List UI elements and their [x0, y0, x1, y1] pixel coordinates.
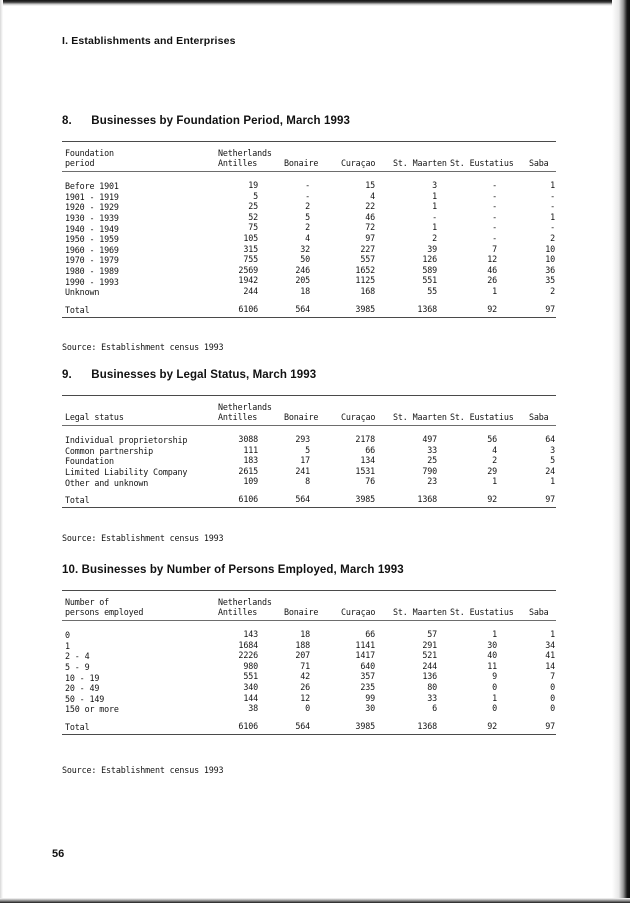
cell-curacao: 30: [365, 703, 375, 714]
cell-netherlands_antilles: 244: [243, 286, 258, 296]
total-cell-netherlands_antilles: 6106: [238, 494, 258, 504]
cell-st_eustatius: 0: [492, 703, 497, 714]
cell-st_maarten: 80: [427, 682, 437, 692]
row-label: 1940 - 1949: [65, 223, 119, 234]
cell-st_eustatius: 4: [492, 444, 497, 455]
table-rule-top: [62, 141, 556, 142]
cell-netherlands_antilles: 52: [248, 211, 258, 222]
cell-curacao: 4: [370, 190, 375, 201]
cell-netherlands_antilles: 105: [243, 233, 258, 243]
table-rule-bottom: [62, 507, 556, 508]
cell-bonaire: 32: [300, 243, 310, 254]
cell-saba: 2: [550, 286, 555, 296]
cell-curacao: 66: [365, 444, 375, 455]
table-title: [62, 369, 316, 381]
stub-header-line1: Foundation: [65, 148, 114, 158]
column-header-st_maarten: [393, 412, 447, 422]
cell-bonaire: 207: [295, 650, 310, 661]
column-header-netherlands_antilles: [218, 402, 272, 422]
cell-bonaire: 26: [300, 682, 310, 692]
cell-st_maarten: 551: [422, 275, 437, 286]
row-label: 1930 - 1939: [65, 212, 119, 223]
table-row: [62, 661, 556, 672]
scan-edge-bottom: [0, 898, 630, 903]
table-row: [62, 629, 556, 640]
cell-curacao: 72: [365, 222, 375, 233]
cell-bonaire: 293: [295, 434, 310, 444]
total-label: Total: [65, 304, 90, 315]
row-label: Individual proprietorship: [65, 435, 188, 446]
cell-curacao: 235: [360, 682, 375, 692]
cell-st_maarten: 3: [432, 180, 437, 190]
table-title-text: Businesses by Legal Status, March 1993: [91, 369, 317, 381]
total-label: Total: [65, 495, 90, 506]
cell-st_maarten: 136: [422, 671, 437, 682]
stub-header-line1: Legal status: [65, 412, 124, 422]
cell-curacao: 168: [360, 286, 375, 296]
cell-st_maarten: 126: [422, 254, 437, 265]
cell-curacao: 46: [365, 211, 375, 222]
table-row: [62, 180, 556, 191]
cell-st_eustatius: 1: [492, 286, 497, 296]
column-header-line1: Curaçao: [341, 412, 376, 422]
cell-netherlands_antilles: 19: [248, 180, 258, 190]
cell-st_maarten: 2: [432, 233, 437, 243]
cell-saba: 10: [545, 254, 555, 265]
cell-bonaire: -: [305, 180, 310, 190]
cell-st_maarten: 25: [427, 455, 437, 466]
cell-bonaire: 5: [305, 211, 310, 222]
cell-st_eustatius: 30: [487, 639, 497, 650]
cell-bonaire: 188: [295, 639, 310, 650]
stub-header: [65, 148, 114, 168]
cell-netherlands_antilles: 2615: [238, 465, 258, 476]
cell-st_maarten: 1: [432, 190, 437, 201]
cell-netherlands_antilles: 551: [243, 671, 258, 682]
total-cell-st_maarten: 1368: [417, 494, 437, 504]
column-header-line1: Saba: [529, 607, 549, 617]
row-label: 20 - 49: [65, 683, 100, 694]
cell-curacao: 1652: [355, 264, 375, 275]
table-rule-header: [62, 620, 556, 621]
column-header-line1: St. Maarten: [393, 607, 447, 617]
table-row: [62, 703, 556, 714]
table-row: [62, 265, 556, 276]
cell-saba: 1: [550, 476, 555, 487]
column-header-saba: [529, 607, 549, 617]
cell-curacao: 2178: [355, 434, 375, 444]
source-note: Source: Establishment census 1993: [62, 533, 224, 543]
cell-st_eustatius: 0: [492, 682, 497, 692]
table-row: [62, 650, 556, 661]
table-row: [62, 640, 556, 651]
total-cell-st_maarten: 1368: [417, 303, 437, 314]
cell-curacao: 640: [360, 660, 375, 671]
total-label: Total: [65, 721, 90, 732]
row-label: 5 - 9: [65, 661, 90, 672]
table-row: [62, 476, 556, 487]
cell-st_eustatius: 9: [492, 671, 497, 682]
table-title: [62, 564, 404, 576]
column-header-line1: Curaçao: [341, 158, 376, 168]
cell-bonaire: 4: [305, 233, 310, 243]
table-rule-header: [62, 171, 556, 172]
cell-st_maarten: 33: [427, 444, 437, 455]
cell-curacao: 66: [365, 629, 375, 639]
cell-st_maarten: -: [432, 211, 437, 222]
table-total-row: [62, 304, 556, 315]
row-label: 10 - 19: [65, 672, 100, 683]
cell-st_maarten: 790: [422, 465, 437, 476]
cell-st_eustatius: 1: [492, 476, 497, 487]
column-header-line1: Bonaire: [284, 158, 319, 168]
total-cell-saba: 97: [545, 720, 555, 731]
cell-netherlands_antilles: 755: [243, 254, 258, 265]
column-header-bonaire: [284, 412, 318, 422]
cell-st_eustatius: 46: [487, 264, 497, 275]
total-cell-saba: 97: [545, 494, 555, 504]
table-rule-bottom: [62, 734, 556, 735]
table-row: [62, 275, 556, 286]
table-rule-top: [62, 395, 556, 396]
cell-st_eustatius: -: [492, 233, 497, 243]
total-cell-netherlands_antilles: 6106: [238, 303, 258, 314]
scan-edge-right: [612, 0, 630, 903]
column-header-saba: [529, 412, 549, 422]
cell-curacao: 99: [365, 692, 375, 703]
cell-saba: 14: [545, 660, 555, 671]
row-label: 150 or more: [65, 704, 119, 715]
cell-bonaire: 8: [305, 476, 310, 487]
column-header-curacao: [341, 607, 375, 617]
row-label: 0: [65, 630, 70, 641]
table-number: 8.: [62, 115, 72, 127]
column-header-netherlands_antilles: [218, 597, 272, 617]
scan-edge-left: [0, 0, 3, 903]
cell-saba: 0: [550, 703, 555, 714]
column-header-bonaire: [284, 607, 318, 617]
cell-bonaire: 2: [305, 201, 310, 212]
cell-curacao: 1125: [355, 275, 375, 286]
scan-edge-top: [0, 0, 630, 6]
total-cell-st_eustatius: 92: [487, 303, 497, 314]
cell-saba: 36: [545, 264, 555, 275]
table-row: [62, 434, 556, 445]
cell-curacao: 1531: [355, 465, 375, 476]
cell-netherlands_antilles: 109: [243, 476, 258, 487]
cell-netherlands_antilles: 38: [248, 703, 258, 714]
cell-st_eustatius: 29: [487, 465, 497, 476]
total-cell-st_maarten: 1368: [417, 720, 437, 731]
table-row: [62, 201, 556, 212]
row-label: 50 - 149: [65, 693, 105, 704]
column-header-line1: St. Eustatius: [450, 607, 514, 617]
cell-netherlands_antilles: 111: [243, 444, 258, 455]
table-row: [62, 191, 556, 202]
total-cell-bonaire: 564: [295, 720, 310, 731]
cell-st_eustatius: 56: [487, 434, 497, 444]
cell-saba: -: [550, 201, 555, 212]
row-label: 2 - 4: [65, 651, 90, 662]
row-label: 1990 - 1993: [65, 276, 119, 287]
table-row: [62, 286, 556, 297]
cell-st_eustatius: 7: [492, 243, 497, 254]
cell-curacao: 227: [360, 243, 375, 254]
cell-bonaire: 71: [300, 660, 310, 671]
cell-st_eustatius: -: [492, 180, 497, 190]
cell-bonaire: 12: [300, 692, 310, 703]
stub-header: [65, 597, 143, 617]
row-label: 1980 - 1989: [65, 265, 119, 276]
column-header-line2: Antilles: [218, 412, 258, 422]
table-row: [62, 212, 556, 223]
cell-netherlands_antilles: 183: [243, 455, 258, 466]
column-header-line1: Curaçao: [341, 607, 376, 617]
cell-netherlands_antilles: 5: [253, 190, 258, 201]
cell-bonaire: 18: [300, 629, 310, 639]
cell-st_eustatius: 40: [487, 650, 497, 661]
cell-curacao: 557: [360, 254, 375, 265]
cell-curacao: 76: [365, 476, 375, 487]
column-header-line1: Netherlands: [218, 402, 272, 412]
cell-netherlands_antilles: 2569: [238, 264, 258, 275]
column-header-line1: Saba: [529, 158, 549, 168]
table-rule-bottom: [62, 317, 556, 318]
table-row: [62, 445, 556, 456]
table-number: 9.: [62, 369, 72, 381]
cell-st_maarten: 589: [422, 264, 437, 275]
cell-bonaire: 205: [295, 275, 310, 286]
cell-netherlands_antilles: 75: [248, 222, 258, 233]
cell-netherlands_antilles: 143: [243, 629, 258, 639]
cell-st_eustatius: -: [492, 211, 497, 222]
source-note: Source: Establishment census 1993: [62, 342, 224, 352]
cell-curacao: 1417: [355, 650, 375, 661]
column-header-line1: St. Eustatius: [450, 158, 514, 168]
cell-bonaire: 18: [300, 286, 310, 296]
total-cell-bonaire: 564: [295, 303, 310, 314]
total-cell-st_eustatius: 92: [487, 494, 497, 504]
cell-saba: 24: [545, 465, 555, 476]
cell-saba: 64: [545, 434, 555, 444]
row-label: 1901 - 1919: [65, 191, 119, 202]
cell-curacao: 1141: [355, 639, 375, 650]
column-header-line1: St. Maarten: [393, 158, 447, 168]
table-title: [62, 115, 350, 127]
column-header-st_eustatius: [450, 607, 514, 617]
row-label: 1970 - 1979: [65, 255, 119, 266]
column-header-saba: [529, 158, 549, 168]
cell-bonaire: 5: [305, 444, 310, 455]
cell-st_maarten: 521: [422, 650, 437, 661]
table-row: [62, 233, 556, 244]
table-row: [62, 682, 556, 693]
cell-st_eustatius: -: [492, 201, 497, 212]
cell-st_maarten: 33: [427, 692, 437, 703]
cell-bonaire: 42: [300, 671, 310, 682]
total-cell-st_eustatius: 92: [487, 720, 497, 731]
cell-netherlands_antilles: 980: [243, 660, 258, 671]
table-row: [62, 671, 556, 682]
cell-netherlands_antilles: 340: [243, 682, 258, 692]
total-cell-netherlands_antilles: 6106: [238, 720, 258, 731]
table-row: [62, 466, 556, 477]
table-total-row: [62, 494, 556, 505]
cell-st_eustatius: 11: [487, 660, 497, 671]
cell-saba: 0: [550, 682, 555, 692]
cell-curacao: 97: [365, 233, 375, 243]
row-label: 1950 - 1959: [65, 234, 119, 245]
cell-netherlands_antilles: 1684: [238, 639, 258, 650]
column-header-line2: Antilles: [218, 158, 258, 168]
cell-saba: 3: [550, 444, 555, 455]
stub-header-line2: persons employed: [65, 607, 144, 617]
cell-st_maarten: 39: [427, 243, 437, 254]
table-row: [62, 222, 556, 233]
table-number: 10.: [62, 564, 79, 576]
row-label: 1960 - 1969: [65, 244, 119, 255]
cell-st_maarten: 6: [432, 703, 437, 714]
column-header-line1: Netherlands: [218, 148, 272, 158]
cell-saba: 2: [550, 233, 555, 243]
cell-bonaire: 50: [300, 254, 310, 265]
cell-saba: 35: [545, 275, 555, 286]
cell-curacao: 134: [360, 455, 375, 466]
cell-st_eustatius: 1: [492, 629, 497, 639]
total-cell-curacao: 3985: [355, 303, 375, 314]
cell-curacao: 15: [365, 180, 375, 190]
table-row: [62, 455, 556, 466]
cell-st_eustatius: 26: [487, 275, 497, 286]
table-row: [62, 693, 556, 704]
stub-header: [65, 402, 124, 422]
cell-st_maarten: 244: [422, 660, 437, 671]
stub-header-line1: Number of: [65, 597, 110, 607]
stub-header-line2: period: [65, 158, 95, 168]
cell-st_maarten: 1: [432, 222, 437, 233]
cell-saba: -: [550, 222, 555, 233]
row-label: Other and unknown: [65, 477, 149, 488]
cell-saba: 1: [550, 180, 555, 190]
cell-st_maarten: 55: [427, 286, 437, 296]
cell-netherlands_antilles: 144: [243, 692, 258, 703]
cell-st_eustatius: -: [492, 190, 497, 201]
column-header-line1: Netherlands: [218, 597, 272, 607]
cell-saba: 0: [550, 692, 555, 703]
column-header-netherlands_antilles: [218, 148, 272, 168]
cell-st_maarten: 497: [422, 434, 437, 444]
cell-saba: 7: [550, 671, 555, 682]
cell-saba: 41: [545, 650, 555, 661]
cell-netherlands_antilles: 2226: [238, 650, 258, 661]
total-cell-bonaire: 564: [295, 494, 310, 504]
cell-netherlands_antilles: 3088: [238, 434, 258, 444]
cell-netherlands_antilles: 315: [243, 243, 258, 254]
cell-curacao: 22: [365, 201, 375, 212]
cell-bonaire: 0: [305, 703, 310, 714]
row-label: Before 1901: [65, 181, 119, 192]
column-header-st_eustatius: [450, 158, 514, 168]
column-header-st_eustatius: [450, 412, 514, 422]
cell-saba: -: [550, 190, 555, 201]
column-header-bonaire: [284, 158, 318, 168]
running-head: I. Establishments and Enterprises: [62, 35, 236, 47]
column-header-curacao: [341, 158, 375, 168]
total-cell-curacao: 3985: [355, 720, 375, 731]
table-total-row: [62, 721, 556, 732]
cell-bonaire: 246: [295, 264, 310, 275]
column-header-line1: St. Eustatius: [450, 412, 514, 422]
column-header-curacao: [341, 412, 375, 422]
cell-bonaire: -: [305, 190, 310, 201]
cell-st_eustatius: 1: [492, 692, 497, 703]
total-cell-saba: 97: [545, 303, 555, 314]
cell-netherlands_antilles: 1942: [238, 275, 258, 286]
row-label: 1: [65, 640, 70, 651]
cell-st_maarten: 291: [422, 639, 437, 650]
cell-st_maarten: 23: [427, 476, 437, 487]
total-cell-curacao: 3985: [355, 494, 375, 504]
row-label: Foundation: [65, 456, 114, 467]
table-rule-top: [62, 590, 556, 591]
column-header-line2: Antilles: [218, 607, 258, 617]
row-label: Common partnership: [65, 445, 154, 456]
source-note: Source: Establishment census 1993: [62, 765, 224, 775]
row-label: Unknown: [65, 287, 100, 298]
cell-saba: 1: [550, 211, 555, 222]
column-header-st_maarten: [393, 158, 447, 168]
cell-netherlands_antilles: 25: [248, 201, 258, 212]
column-header-st_maarten: [393, 607, 447, 617]
cell-bonaire: 241: [295, 465, 310, 476]
cell-st_maarten: 1: [432, 201, 437, 212]
row-label: 1920 - 1929: [65, 202, 119, 213]
page-number: 56: [52, 848, 65, 860]
cell-bonaire: 2: [305, 222, 310, 233]
column-header-line1: St. Maarten: [393, 412, 447, 422]
table-title-text: Businesses by Number of Persons Employed, March 1993: [81, 564, 404, 576]
cell-saba: 34: [545, 639, 555, 650]
column-header-line1: Saba: [529, 412, 549, 422]
cell-saba: 1: [550, 629, 555, 639]
row-label: Limited Liability Company: [65, 466, 188, 477]
cell-saba: 5: [550, 455, 555, 466]
cell-st_eustatius: 2: [492, 455, 497, 466]
cell-saba: 10: [545, 243, 555, 254]
cell-st_eustatius: -: [492, 222, 497, 233]
table-title-text: Businesses by Foundation Period, March 1993: [91, 115, 350, 127]
column-header-line1: Bonaire: [284, 412, 319, 422]
column-header-line1: Bonaire: [284, 607, 319, 617]
table-row: [62, 254, 556, 265]
cell-st_maarten: 57: [427, 629, 437, 639]
cell-curacao: 357: [360, 671, 375, 682]
cell-bonaire: 17: [300, 455, 310, 466]
cell-st_eustatius: 12: [487, 254, 497, 265]
table-rule-header: [62, 425, 556, 426]
table-row: [62, 244, 556, 255]
